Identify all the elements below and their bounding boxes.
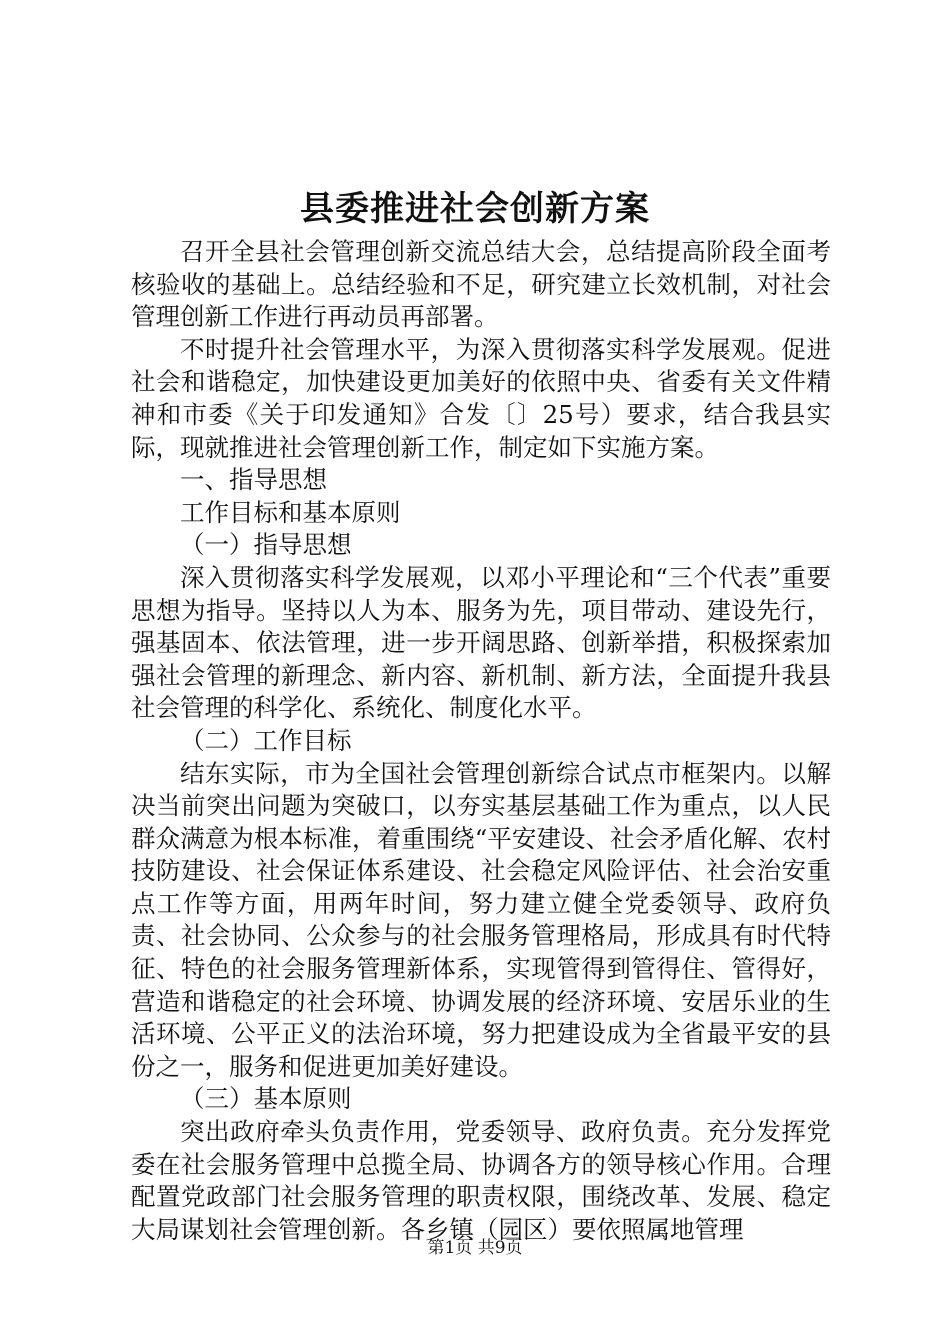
paragraph-basic-principles: 突出政府牵头负责作用，党委领导、政府负责。充分发挥党委在社会服务管理中总揽全局、协调各方的领导核心作用。合理配置党政部门社会服务管理的职责权限，围绕改革、发展、稳定大局谋划社会管理创新。各乡镇（园区）要依照属地管理 (131, 1117, 831, 1244)
document-title: 县委推进社会创新方案 (300, 189, 650, 229)
page-number: 第1页 共9页 (427, 1238, 523, 1258)
subheading-guiding-ideology: （一）指导思想 (180, 530, 352, 560)
subheading-work-goals: （二）工作目标 (180, 725, 352, 755)
document-body (131, 236, 831, 1246)
heading-goals-principles: 工作目标和基本原则 (180, 497, 401, 527)
paragraph-guiding-ideology: 深入贯彻落实科学发展观，以邓小平理论和“三个代表”重要思想为指导。坚持以人为本、服务为先，项目带动、建设先行，强基固本、依法管理，进一步开阔思路、创新举措，积极探索加强社会管理的新理念、新内容、新机制、新方法，全面提升我县社会管理的科学化、系统化、制度化水平。 (131, 562, 831, 723)
heading-guiding-ideology: 一、指导思想 (180, 465, 327, 495)
paragraph-intro: 召开全县社会管理创新交流总结大会，总结提高阶段全面考核验收的基础上。总结经验和不足，研究建立长效机制，对社会管理创新工作进行再动员再部署。 (131, 237, 831, 332)
subheading-basic-principles: （三）基本原则 (180, 1084, 352, 1114)
paragraph-background: 不时提升社会管理水平，为深入贯彻落实科学发展观。促进社会和谐稳定，加快建设更加美好的依照中央、省委有关文件精神和市委《关于印发通知》合发〔〕25号）要求，结合我县实际，现就推进社会管理创新工作，制定如下实施方案。 (131, 334, 831, 462)
paragraph-work-goals: 结东实际，市为全国社会管理创新综合试点市框架内。以解决当前突出问题为突破口，以夯实基层基础工作为重点，以人民群众满意为根本标准，着重围绕“平安建设、社会矛盾化解、农村技防建设、社会保证体系建设、社会稳定风险评估、社会治安重点工作等方面，用两年时间，努力建立健全党委领导、政府负责、社会协同、公众参与的社会服务管理格局，形成具有时代特征、特色的社会服务管理新体系，实现管得到管得住、管得好，营造和谐稳定的社会环境、协调发展的经济环境、安居乐业的生活环境、公平正义的法治环境，努力把建设成为全省最平安的县份之一，服务和促进更加美好建设。 (131, 758, 831, 1081)
